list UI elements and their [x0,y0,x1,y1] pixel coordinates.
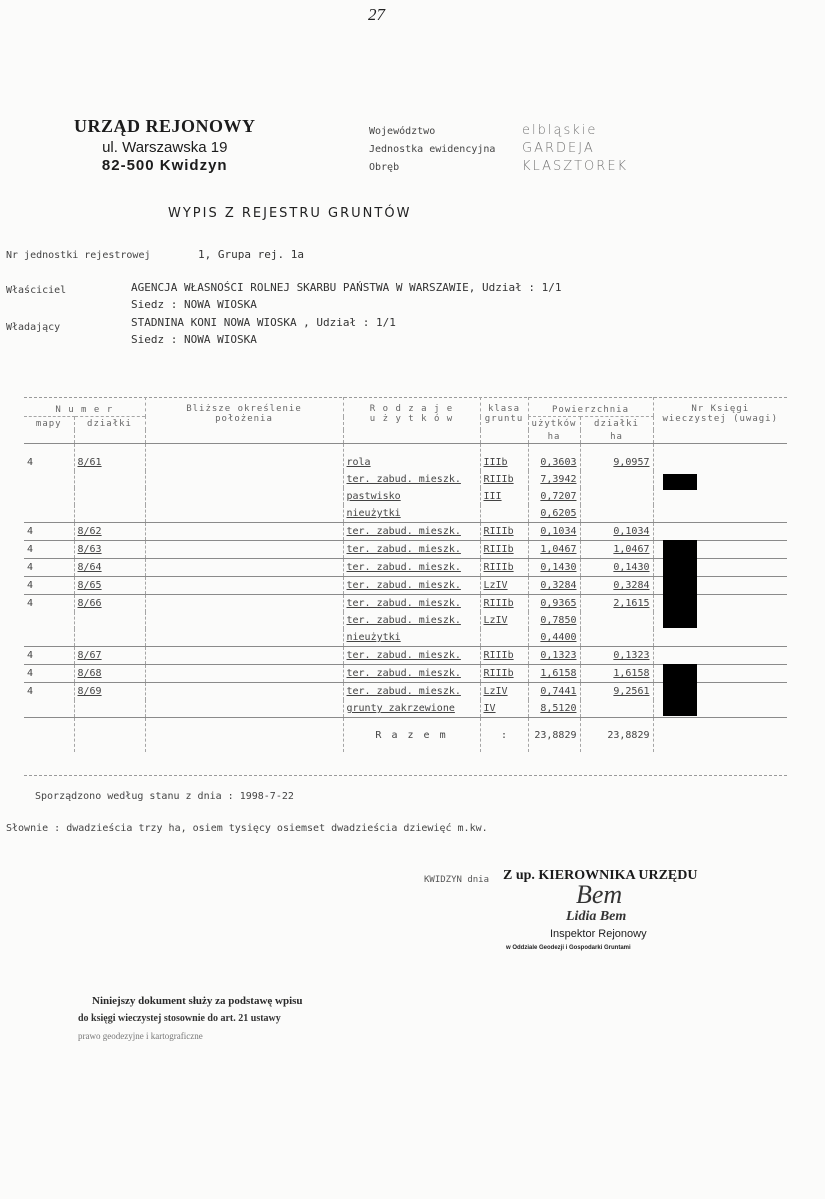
redaction-bar [663,474,697,490]
total-pow-dz: 23,8829 [580,718,653,753]
cell-rodzaj: ter. zabud. mieszk. [343,559,480,577]
page-number: 27 [368,5,385,24]
cell-dzialka: 8/62 [74,523,145,541]
office-street: ul. Warszawska 19 [102,139,228,156]
cell-ksiega [653,629,787,647]
cell-klasa: RIIIb [480,471,528,488]
manager-label: Władający [6,322,61,333]
stamp-authority: Z up. KIEROWNIKA URZĘDU [503,868,698,883]
cell-pow-uzytku: 1,0467 [528,541,580,559]
cell-pow-dzialki: 9,2561 [580,683,653,701]
cell-dzialka [74,700,145,718]
manager-seat: Siedz : NOWA WIOSKA [131,333,257,346]
cell-klasa: IIIb [480,444,528,472]
cell-ksiega [653,523,787,541]
cell-rodzaj: rola [343,444,480,472]
cell-rodzaj: ter. zabud. mieszk. [343,541,480,559]
cell-polozenie [145,505,343,523]
cell-ksiega [653,505,787,523]
total-label: R a z e m [343,718,480,753]
cell-klasa: LzIV [480,612,528,629]
table-row [24,523,787,541]
cell-pow-dzialki [580,488,653,505]
total-colon: : [480,718,528,753]
cell-rodzaj: ter. zabud. mieszk. [343,612,480,629]
cell-rodzaj: ter. zabud. mieszk. [343,665,480,683]
cell-pow-dzialki: 1,0467 [580,541,653,559]
signatory-department: w Oddziale Geodezji i Gospodarki Gruntami [506,945,631,951]
cell-pow-dzialki: 1,6158 [580,665,653,683]
cell-pow-uzytku: 0,3603 [528,444,580,472]
owner-name: AGENCJA WŁASNOŚCI ROLNEJ SKARBU PAŃSTWA W WARSZAWIE, Udział : 1/1 [131,281,562,294]
precinct-value: KLASZTOREK [522,159,629,174]
header-rodzaje: R o d z a j e u ż y t k ó w [343,397,480,430]
cell-dzialka: 8/66 [74,595,145,613]
header-ha-dz: ha [580,430,653,444]
cell-polozenie [145,683,343,701]
cell-klasa [480,505,528,523]
cell-rodzaj: pastwisko [343,488,480,505]
cell-pow-uzytku: 7,3942 [528,471,580,488]
table-row [24,505,787,523]
cell-mapa [24,471,74,488]
cell-pow-dzialki: 0,1430 [580,559,653,577]
cell-pow-dzialki: 0,1323 [580,647,653,665]
cell-mapa: 4 [27,457,34,468]
cell-klasa [480,629,528,647]
cell-pow-dzialki [580,700,653,718]
cell-pow-uzytku: 0,3284 [528,577,580,595]
cell-polozenie [145,559,343,577]
cell-dzialka [74,488,145,505]
cell-ksiega [653,488,787,505]
unit-value: GARDEJA [522,141,595,156]
cell-klasa: IV [480,700,528,718]
cell-polozenie [145,488,343,505]
cell-pow-dzialki [580,629,653,647]
cell-rodzaj: ter. zabud. mieszk. [343,683,480,701]
cell-klasa: RIIIb [480,559,528,577]
footer-stamp-line1: Niniejszy dokument służy za podstawę wpisu [92,995,303,1007]
status-date: Sporządzono według stanu z dnia : 1998-7-22 [35,791,294,802]
cell-dzialka [74,471,145,488]
cell-rodzaj: ter. zabud. mieszk. [343,577,480,595]
cell-ksiega [653,444,787,472]
cell-pow-uzytku: 0,1430 [528,559,580,577]
cell-pow-uzytku: 1,6158 [528,665,580,683]
cell-polozenie [145,700,343,718]
table-row [24,647,787,665]
cell-dzialka: 8/65 [74,577,145,595]
cell-mapa: 4 [24,647,74,665]
cell-pow-uzytku: 0,6205 [528,505,580,523]
cell-polozenie [145,629,343,647]
cell-rodzaj: ter. zabud. mieszk. [343,471,480,488]
registration-label: Nr jednostki rejestrowej [6,250,151,261]
cell-rodzaj: ter. zabud. mieszk. [343,595,480,613]
handwritten-signature: Bem [576,880,623,909]
cell-klasa: III [480,488,528,505]
cell-pow-uzytku: 0,1323 [528,647,580,665]
cell-dzialka: 8/68 [74,665,145,683]
cell-klasa: RIIIb [480,647,528,665]
cell-klasa: LzIV [480,683,528,701]
cell-pow-uzytku: 0,7850 [528,612,580,629]
header-numer: N u m e r [55,404,114,415]
signatory-title: Inspektor Rejonowy [550,928,647,940]
cell-pow-dzialki: 0,1034 [580,523,653,541]
cell-mapa: 4 [24,559,74,577]
registration-value: 1, Grupa rej. 1a [198,248,304,261]
cell-polozenie [145,647,343,665]
cell-ksiega [653,647,787,665]
footer-stamp-line2: do księgi wieczystej stosownie do art. 21 ustawy [78,1013,281,1024]
office-city: 82-500 Kwidzyn [101,157,228,174]
cell-dzialka: 8/67 [74,647,145,665]
cell-rodzaj: ter. zabud. mieszk. [343,647,480,665]
unit-label: Jednostka ewidencyjna [369,144,496,155]
cell-polozenie [145,444,343,472]
cell-polozenie [145,541,343,559]
cell-pow-dzialki: 9,0957 [580,444,653,472]
cell-rodzaj: grunty zakrzewione [343,700,480,718]
cell-pow-dzialki: 0,3284 [580,577,653,595]
cell-mapa [24,700,74,718]
header-uzytkow: użytków [528,417,580,431]
cell-mapa: 4 [24,577,74,595]
cell-mapa: 4 [24,523,74,541]
cell-pow-dzialki [580,505,653,523]
header-powierzchnia: Powierzchnia [528,397,653,417]
table-row [24,444,787,472]
office-name: URZĄD REJONOWY [74,116,256,136]
cell-polozenie [145,595,343,613]
cell-pow-dzialki [580,612,653,629]
footer-stamp-line3: prawo geodezyjne i kartograficzne [78,1031,203,1041]
place-date: KWIDZYN dnia [424,875,490,885]
cell-dzialka: 8/64 [74,559,145,577]
header-dzialki-pow: działki [580,417,653,431]
cell-klasa: RIIIb [480,595,528,613]
owner-seat: Siedz : NOWA WIOSKA [131,298,257,311]
header-ha-uz: ha [528,430,580,444]
cell-rodzaj: nieużytki [343,505,480,523]
cell-pow-uzytku: 8,5120 [528,700,580,718]
signatory-name: Lidia Bem [566,909,627,924]
header-mapy: mapy [24,417,74,431]
redaction-bar [663,664,697,716]
table-row [24,488,787,505]
precinct-label: Obręb [369,162,400,173]
cell-polozenie [145,665,343,683]
redaction-bar [663,540,697,628]
cell-dzialka: 8/69 [74,683,145,701]
header-blizsze: Bliższe określenie położenia [145,397,343,430]
cell-klasa: RIIIb [480,523,528,541]
office-header [74,116,256,174]
cell-klasa: RIIIb [480,541,528,559]
header-klasa: klasa gruntu [480,397,528,430]
cell-dzialka: 8/63 [74,541,145,559]
header-ksiegi: Nr Księgi wieczystej (uwagi) [653,397,787,430]
cell-mapa: 4 [24,541,74,559]
cell-polozenie [145,612,343,629]
cell-mapa [24,505,74,523]
cell-pow-uzytku: 0,4400 [528,629,580,647]
cell-klasa: RIIIb [480,665,528,683]
province-label: Województwo [369,126,436,137]
cell-dzialka [74,612,145,629]
cell-pow-uzytku: 0,1034 [528,523,580,541]
cell-polozenie [145,577,343,595]
cell-klasa: LzIV [480,577,528,595]
cell-pow-dzialki [580,471,653,488]
cell-mapa: 4 [27,686,34,697]
cell-pow-uzytku: 0,9365 [528,595,580,613]
cell-pow-uzytku: 0,7441 [528,683,580,701]
cell-pow-dzialki: 2,1615 [580,595,653,613]
total-pow-uz: 23,8829 [528,718,580,753]
table-row [24,629,787,647]
cell-polozenie [145,471,343,488]
total-row [24,718,787,753]
cell-dzialka: 8/61 [74,444,145,472]
cell-polozenie [145,523,343,541]
cell-mapa: 4 [24,665,74,683]
cell-mapa [24,488,74,505]
province-value: elbląskie [522,123,598,138]
owner-label: Właściciel [6,285,67,296]
header-dzialki: działki [74,417,145,431]
cell-mapa [24,629,74,647]
cell-rodzaj: ter. zabud. mieszk. [343,523,480,541]
amount-in-words: Słownie : dwadzieścia trzy ha, osiem tysięcy osiemset dwadzieścia dziewięć m.kw. [6,823,488,834]
cell-mapa: 4 [27,598,34,609]
document-title: WYPIS Z REJESTRU GRUNTÓW [168,206,412,221]
cell-pow-uzytku: 0,7207 [528,488,580,505]
cell-dzialka [74,505,145,523]
cell-rodzaj: nieużytki [343,629,480,647]
manager-name: STADNINA KONI NOWA WIOSKA , Udział : 1/1 [131,316,396,329]
cell-dzialka [74,629,145,647]
cell-mapa [24,612,74,629]
